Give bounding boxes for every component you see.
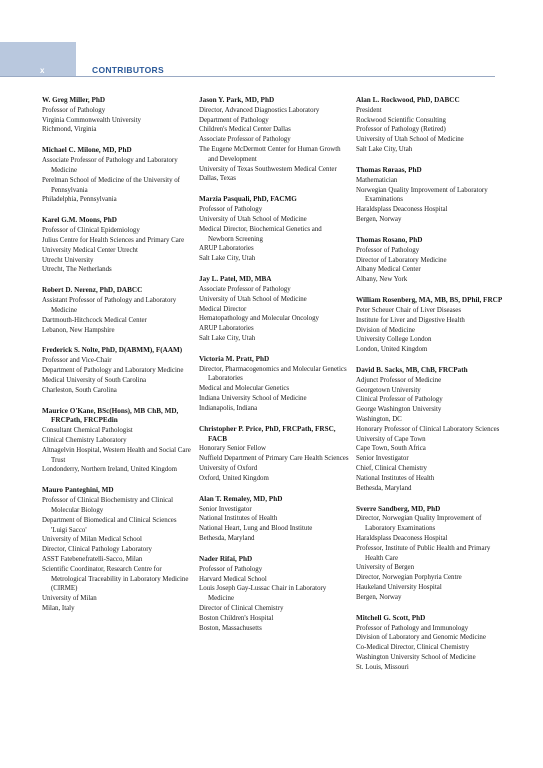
affiliation-line: Indianapolis, Indiana <box>199 404 258 412</box>
contributor-name: Karel G.M. Moons, PhD <box>42 216 117 225</box>
affiliation-line: Haraldsplass Deaconess Hospital <box>356 206 448 214</box>
affiliation-line: Honorary Professor of Clinical Laboratory Sciences <box>356 425 500 433</box>
affiliation-line: Director, Pharmacogenomics and Molecular Genetics Laboratories <box>199 365 347 383</box>
affiliation-line: Albany, New York <box>356 276 408 284</box>
affiliation-line: Chief, Clinical Chemistry <box>356 465 428 473</box>
affiliation-line: University of Utah School of Medicine <box>356 136 464 144</box>
contributor-name: Mauro Panteghini, MD <box>42 486 114 495</box>
page-number: x <box>40 66 45 75</box>
contributor-name: Victoria M. Pratt, PhD <box>199 354 270 363</box>
affiliation-line: St. Louis, Missouri <box>356 663 409 671</box>
affiliation-line: Peter Scheuer Chair of Liver Diseases <box>356 306 462 314</box>
affiliation-line: University of Milan <box>42 595 97 603</box>
affiliation-line: Georgetown University <box>356 386 421 394</box>
affiliation-line: Dallas, Texas <box>199 175 236 183</box>
contributor-entry <box>356 96 506 155</box>
contributor-entry <box>356 236 506 285</box>
contributor-entry <box>199 555 349 633</box>
contributor-entry <box>199 195 349 264</box>
contributor-entry <box>42 486 192 613</box>
affiliation-line: Albany Medical Center <box>356 266 421 274</box>
header-rule <box>0 76 495 77</box>
contributor-entry <box>199 425 349 484</box>
contributor-entry <box>199 275 349 344</box>
affiliation-line: Harvard Medical School <box>199 575 267 583</box>
affiliation-line: Richmond, Virginia <box>42 126 97 134</box>
affiliation-line: Norwegian Quality Improvement of Laboratory Examinations <box>356 186 488 204</box>
affiliation-line: University of Texas Southwestern Medical Center <box>199 165 337 173</box>
affiliation-line: Director, Clinical Pathology Laboratory <box>42 546 152 554</box>
contributor-entry <box>356 166 506 225</box>
affiliation-line: University Medical Center Utrecht <box>42 246 138 254</box>
affiliation-line: Utrecht University <box>42 256 94 264</box>
affiliation-line: University of Oxford <box>199 465 258 473</box>
affiliation-line: Director, Norwegian Quality Improvement of Laboratory Examinations <box>356 515 482 533</box>
affiliation-line: Altnagelvin Hospital, Western Health and Social Care Trust <box>42 446 191 464</box>
affiliation-line: Professor of Pathology <box>199 565 263 573</box>
affiliation-line: Clinical Chemistry Laboratory <box>42 437 127 445</box>
affiliation-line: Professor of Pathology (Retired) <box>356 126 446 134</box>
affiliation-line: Clinical Professor of Pathology <box>356 396 443 404</box>
contributor-entry <box>42 216 192 275</box>
affiliation-line: Institute for Liver and Digestive Health <box>356 316 465 324</box>
contributor-entry <box>356 296 506 355</box>
affiliation-line: Department of Biomedical and Clinical Sciences 'Luigi Sacco' <box>42 516 177 534</box>
affiliation-line: Salt Lake City, Utah <box>199 334 256 342</box>
affiliation-line: London, United Kingdom <box>356 346 428 354</box>
affiliation-line: Professor of Pathology <box>199 206 263 214</box>
affiliation-line: Professor of Pathology <box>42 106 106 114</box>
affiliation-line: Professor, Institute of Public Health and Primary Health Care <box>356 544 491 562</box>
affiliation-line: Nuffield Department of Primary Care Health Sciences <box>199 455 349 463</box>
contributor-name: Thomas Røraas, PhD <box>356 165 422 174</box>
affiliation-line: ARUP Laboratories <box>199 325 254 333</box>
affiliation-line: Londonderry, Northern Ireland, United Kingdom <box>42 466 178 474</box>
page-title: CONTRIBUTORS <box>92 65 164 75</box>
affiliation-line: Director of Laboratory Medicine <box>356 256 447 264</box>
contributor-name: Jason Y. Park, MD, PhD <box>199 96 275 104</box>
contributor-entry <box>42 146 192 205</box>
affiliation-line: Adjunct Professor of Medicine <box>356 376 442 384</box>
affiliation-line: Bergen, Norway <box>356 215 402 223</box>
affiliation-line: Division of Medicine <box>356 326 415 334</box>
affiliation-line: Department of Pathology and Laboratory Medicine <box>42 367 184 375</box>
affiliation-line: Virginia Commonwealth University <box>42 116 141 124</box>
contributor-entry <box>356 366 506 493</box>
affiliation-line: Julius Centre for Health Sciences and Primary Care <box>42 236 185 244</box>
affiliation-line: ASST Fatebenefratelli-Sacco, Milan <box>42 556 143 563</box>
affiliation-line: Boston Children's Hospital <box>199 614 274 622</box>
contributor-name: Christopher P. Price, PhD, FRCPath, FRSC, FACB <box>199 424 336 443</box>
affiliation-line: Utrecht, The Netherlands <box>42 266 112 274</box>
affiliation-line: Bethesda, Maryland <box>199 535 255 543</box>
affiliation-line: Co-Medical Director, Clinical Chemistry <box>356 644 470 652</box>
affiliation-line: Professor and Vice-Chair <box>42 357 112 365</box>
affiliation-line: University of Cape Town <box>356 435 426 443</box>
affiliation-line: University of Utah School of Medicine <box>199 215 307 223</box>
contributors-column-3 <box>356 96 506 684</box>
contributor-name: Michael C. Milone, MD, PhD <box>42 146 132 155</box>
affiliation-line: Haraldsplass Deaconess Hospital <box>356 535 448 543</box>
contributor-entry <box>199 355 349 414</box>
affiliation-line: Dartmouth-Hitchcock Medical Center <box>42 316 147 324</box>
affiliation-line: Medical Director <box>199 305 247 313</box>
affiliation-line: Mathematician <box>356 176 398 184</box>
affiliation-line: National Heart, Lung and Blood Institute <box>199 525 313 533</box>
affiliation-line: Lebanon, New Hampshire <box>42 326 115 334</box>
affiliation-line: Haukeland University Hospital <box>356 584 442 591</box>
affiliation-line: University of Utah School of Medicine <box>199 295 307 303</box>
affiliation-line: Charleston, South Carolina <box>42 386 117 394</box>
contributors-column-1 <box>42 96 192 625</box>
affiliation-line: ARUP Laboratories <box>199 245 254 253</box>
affiliation-line: Director of Clinical Chemistry <box>199 604 284 612</box>
affiliation-line: Cape Town, South Africa <box>356 445 426 453</box>
affiliation-line: George Washington University <box>356 406 442 414</box>
affiliation-line: Medical Director, Biochemical Genetics and Newborn Screening <box>199 225 322 243</box>
affiliation-line: Medical University of South Carolina <box>42 376 147 384</box>
affiliation-line: Senior Investigator <box>356 455 409 463</box>
contributor-entry <box>199 96 349 184</box>
affiliation-line: Salt Lake City, Utah <box>356 145 413 153</box>
contributor-name: William Rosenberg, MA, MB, BS, DPhil, FRCP <box>356 296 503 305</box>
contributors-column-2 <box>199 96 349 645</box>
affiliation-line: Milan, Italy <box>42 604 75 612</box>
affiliation-line: Department of Pathology <box>199 116 269 124</box>
affiliation-line: The Eugene McDermott Center for Human Growth and Development <box>199 145 341 163</box>
affiliation-line: University of Milan Medical School <box>42 536 142 544</box>
affiliation-line: Oxford, United Kingdom <box>199 474 269 482</box>
contributor-entry <box>42 407 192 476</box>
affiliation-line: Professor of Clinical Biochemistry and Clinical Molecular Biology <box>42 497 174 515</box>
affiliation-line: Hematopathology and Molecular Oncology <box>199 315 319 323</box>
contributor-name: Frederick S. Nolte, PhD, D(ABMM), F(AAM) <box>42 346 183 355</box>
affiliation-line: Perelman School of Medicine of the University of Pennsylvania <box>42 176 180 194</box>
affiliation-line: Indiana University School of Medicine <box>199 395 307 403</box>
contributor-name: Alan T. Remaley, MD, PhD <box>199 494 283 503</box>
affiliation-line: Professor of Pathology <box>356 246 420 254</box>
affiliation-line: Scientific Coordinator, Research Centre for Metrological Traceability in Laboratory Medicine (CIRME) <box>42 565 189 593</box>
contributor-name: Nader Rifai, PhD <box>199 555 253 563</box>
affiliation-line: Washington University School of Medicine <box>356 653 476 661</box>
contributor-name: Sverre Sandberg, MD, PhD <box>356 504 441 513</box>
affiliation-line: Rockwood Scientific Consulting <box>356 116 446 124</box>
affiliation-line: Medical and Molecular Genetics <box>199 385 290 393</box>
affiliation-line: Assistant Professor of Pathology and Laboratory Medicine <box>42 297 177 314</box>
contributor-entry <box>42 346 192 395</box>
contributor-name: Jay L. Patel, MD, MBA <box>199 275 272 284</box>
affiliation-line: Professor of Clinical Epidemiology <box>42 227 140 235</box>
contributor-name: Mitchell G. Scott, PhD <box>356 613 426 622</box>
affiliation-line: Professor of Pathology and Immunology <box>356 624 469 632</box>
affiliation-line: Senior Investigator <box>199 505 252 513</box>
contributor-name: Marzia Pasquali, PhD, FACMG <box>199 195 297 204</box>
affiliation-line: Division of Laboratory and Genomic Medicine <box>356 634 486 642</box>
contributor-entry <box>199 495 349 544</box>
contributor-name: David B. Sacks, MB, ChB, FRCPath <box>356 366 468 375</box>
affiliation-line: President <box>356 106 382 114</box>
affiliation-line: Bergen, Norway <box>356 593 402 601</box>
affiliation-line: Honorary Senior Fellow <box>199 445 266 453</box>
affiliation-line: University College London <box>356 336 432 344</box>
affiliation-line: Louis Joseph Gay-Lussac Chair in Laboratory Medicine <box>199 585 327 603</box>
affiliation-line: Boston, Massachusetts <box>199 624 262 632</box>
affiliation-line: National Institutes of Health <box>199 515 278 523</box>
affiliation-line: Director, Norwegian Porphyria Centre <box>356 574 462 582</box>
affiliation-line: Children's Medical Center Dallas <box>199 126 291 134</box>
contributor-entry <box>42 96 192 135</box>
contributor-name: Robert D. Nerenz, PhD, DABCC <box>42 286 143 295</box>
header-color-block <box>0 42 76 76</box>
contributor-name: W. Greg Miller, PhD <box>42 96 106 104</box>
contributor-name: Alan L. Rockwood, PhD, DABCC <box>356 96 460 104</box>
affiliation-line: Director, Advanced Diagnostics Laboratory <box>199 106 320 114</box>
contributor-entry <box>42 286 192 335</box>
affiliation-line: National Institutes of Health <box>356 474 435 482</box>
affiliation-line: Associate Professor of Pathology <box>199 285 291 293</box>
contributor-entry <box>356 614 506 673</box>
affiliation-line: Associate Professor of Pathology and Laboratory Medicine <box>42 157 178 174</box>
contributor-name: Thomas Rosano, PhD <box>356 235 423 244</box>
affiliation-line: Salt Lake City, Utah <box>199 255 256 263</box>
contributor-entry <box>356 505 506 603</box>
contributor-name: Maurice O'Kane, BSc(Hons), MB ChB, MD, FRCPath, FRCPEdin <box>42 406 179 425</box>
affiliation-line: Associate Professor of Pathology <box>199 136 291 144</box>
affiliation-line: Philadelphia, Pennsylvania <box>42 196 117 204</box>
affiliation-line: Bethesda, Maryland <box>356 484 412 492</box>
affiliation-line: Consultant Chemical Pathologist <box>42 427 133 435</box>
affiliation-line: University of Bergen <box>356 564 415 572</box>
affiliation-line: Washington, DC <box>356 416 402 424</box>
